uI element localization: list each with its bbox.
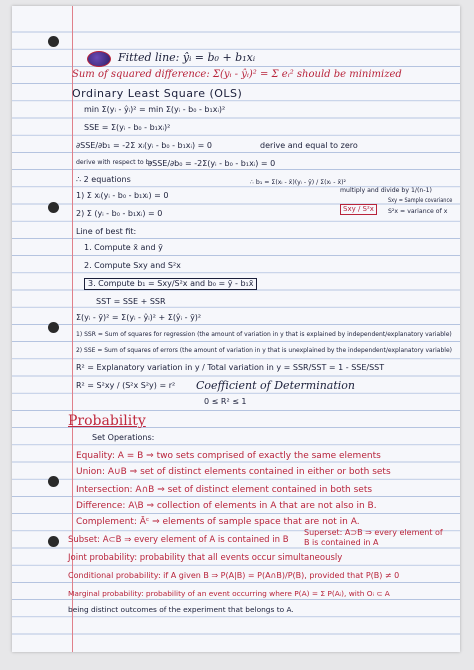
note-line: Difference: A\B ⇒ collection of elements in A that are not also in B. bbox=[76, 501, 377, 511]
note-line: Coefficient of Determination bbox=[196, 379, 355, 392]
note-line: 1. Compute x̄ and ȳ bbox=[84, 243, 163, 252]
ink-stamp-icon bbox=[87, 51, 111, 67]
note-line: Union: A∪B ⇒ set of distinct elements contained in either or both sets bbox=[76, 467, 391, 477]
note-line: Equality: A = B ⇒ two sets comprised of exactly the same elements bbox=[76, 451, 381, 461]
note-line: being distinct outcomes of the experiment that belongs to A. bbox=[68, 605, 294, 614]
note-line: 2) Σ (yᵢ - b₀ - b₁xᵢ) = 0 bbox=[76, 209, 163, 218]
notebook-page bbox=[12, 6, 460, 652]
note-line: Set Operations: bbox=[92, 433, 155, 442]
note-line: multiply and divide by 1/(n-1) bbox=[340, 187, 432, 194]
note-line: Σ(yᵢ - ȳ)² = Σ(yᵢ - ŷᵢ)² + Σ(ŷᵢ - ȳ)² bbox=[76, 313, 202, 322]
note-line: SSE = Σ(yᵢ - b₀ - b₁xᵢ)² bbox=[84, 123, 171, 132]
section-title: Probability bbox=[68, 413, 146, 429]
note-line: 2. Compute Sxy and S²x bbox=[84, 261, 181, 270]
note-line: Line of best fit: bbox=[76, 227, 137, 236]
note-line: 1) Σ xᵢ(yᵢ - b₀ - b₁xᵢ) = 0 bbox=[76, 191, 169, 200]
note-line: Superset: A⊃B ⇒ every element of B is contained in A bbox=[304, 528, 443, 547]
note-line: Joint probability: probability that all events occur simultaneously bbox=[68, 553, 343, 563]
note-line: Conditional probability: if A given B ⇒ P(A|B) = P(A∩B)/P(B), provided that P(B) ≠ 0 bbox=[68, 571, 400, 580]
note-line: ∂SSE/∂b₁ = -2Σ xᵢ(yᵢ - b₀ - b₁xᵢ) = 0 bbox=[76, 141, 212, 150]
binder-hole bbox=[48, 36, 59, 47]
note-line: Fitted line: ŷᵢ = b₀ + b₁xᵢ bbox=[118, 51, 256, 64]
boxed-result: Sxy / S²x bbox=[340, 204, 377, 215]
note-line: min Σ(yᵢ - ŷᵢ)² = min Σ(yᵢ - b₀ - b₁xᵢ)² bbox=[84, 105, 226, 114]
note-line: Ordinary Least Square (OLS) bbox=[72, 87, 243, 100]
binder-hole bbox=[48, 476, 59, 487]
note-line: ∴ 2 equations bbox=[76, 175, 131, 184]
note-line: derive with respect to b₀ bbox=[76, 159, 153, 166]
note-line: Subset: A⊂B ⇒ every element of A is contained in B bbox=[68, 535, 289, 545]
binder-hole bbox=[48, 322, 59, 333]
note-line: 0 ≤ R² ≤ 1 bbox=[204, 397, 247, 406]
note-line: 1) SSR = Sum of squares for regression (the amount of variation in y that is explained by independent/explanatory variable) bbox=[76, 331, 452, 338]
binder-hole bbox=[48, 202, 59, 213]
note-line: Sxy = Sample covariance bbox=[388, 197, 453, 204]
note-line: SST = SSE + SSR bbox=[96, 297, 166, 306]
note-line: 2) SSE = Sum of squares of errors (the amount of variation in y that is unexplained by the independent/explanatory variable) bbox=[76, 347, 452, 354]
note-line: ∴ b₁ = Σ(xᵢ - x̄)(yᵢ - ȳ) / Σ(xᵢ - x̄)² bbox=[250, 179, 347, 186]
binder-hole bbox=[48, 536, 59, 547]
note-line: R² = S²xy / (S²x S²y) = r² bbox=[76, 381, 176, 390]
note-line: S²x = variance of x bbox=[388, 208, 448, 215]
note-line: R² = Explanatory variation in y / Total variation in y = SSR/SST = 1 - SSE/SST bbox=[76, 363, 385, 372]
note-line: ∂SSE/∂b₀ = -2Σ(yᵢ - b₀ - b₁xᵢ) = 0 bbox=[148, 159, 276, 168]
note-line: Complement: Āᶜ ⇒ elements of sample space that are not in A. bbox=[76, 517, 360, 527]
note-line: Intersection: A∩B ⇒ set of distinct element contained in both sets bbox=[76, 485, 373, 495]
note-line: 3. Compute b₁ = Sxy/S²x and b₀ = ȳ - b₁x̄ bbox=[84, 278, 257, 290]
note-line: Marginal probability: probability of an event occurring where P(A) = Σ P(Aᵢ), with Oᵢ ⊂ A bbox=[68, 589, 390, 598]
note-line: Sum of squared difference: Σ(yᵢ - ŷᵢ)² = Σ eᵢ² should be minimized bbox=[72, 69, 402, 80]
note-line: derive and equal to zero bbox=[260, 141, 358, 150]
